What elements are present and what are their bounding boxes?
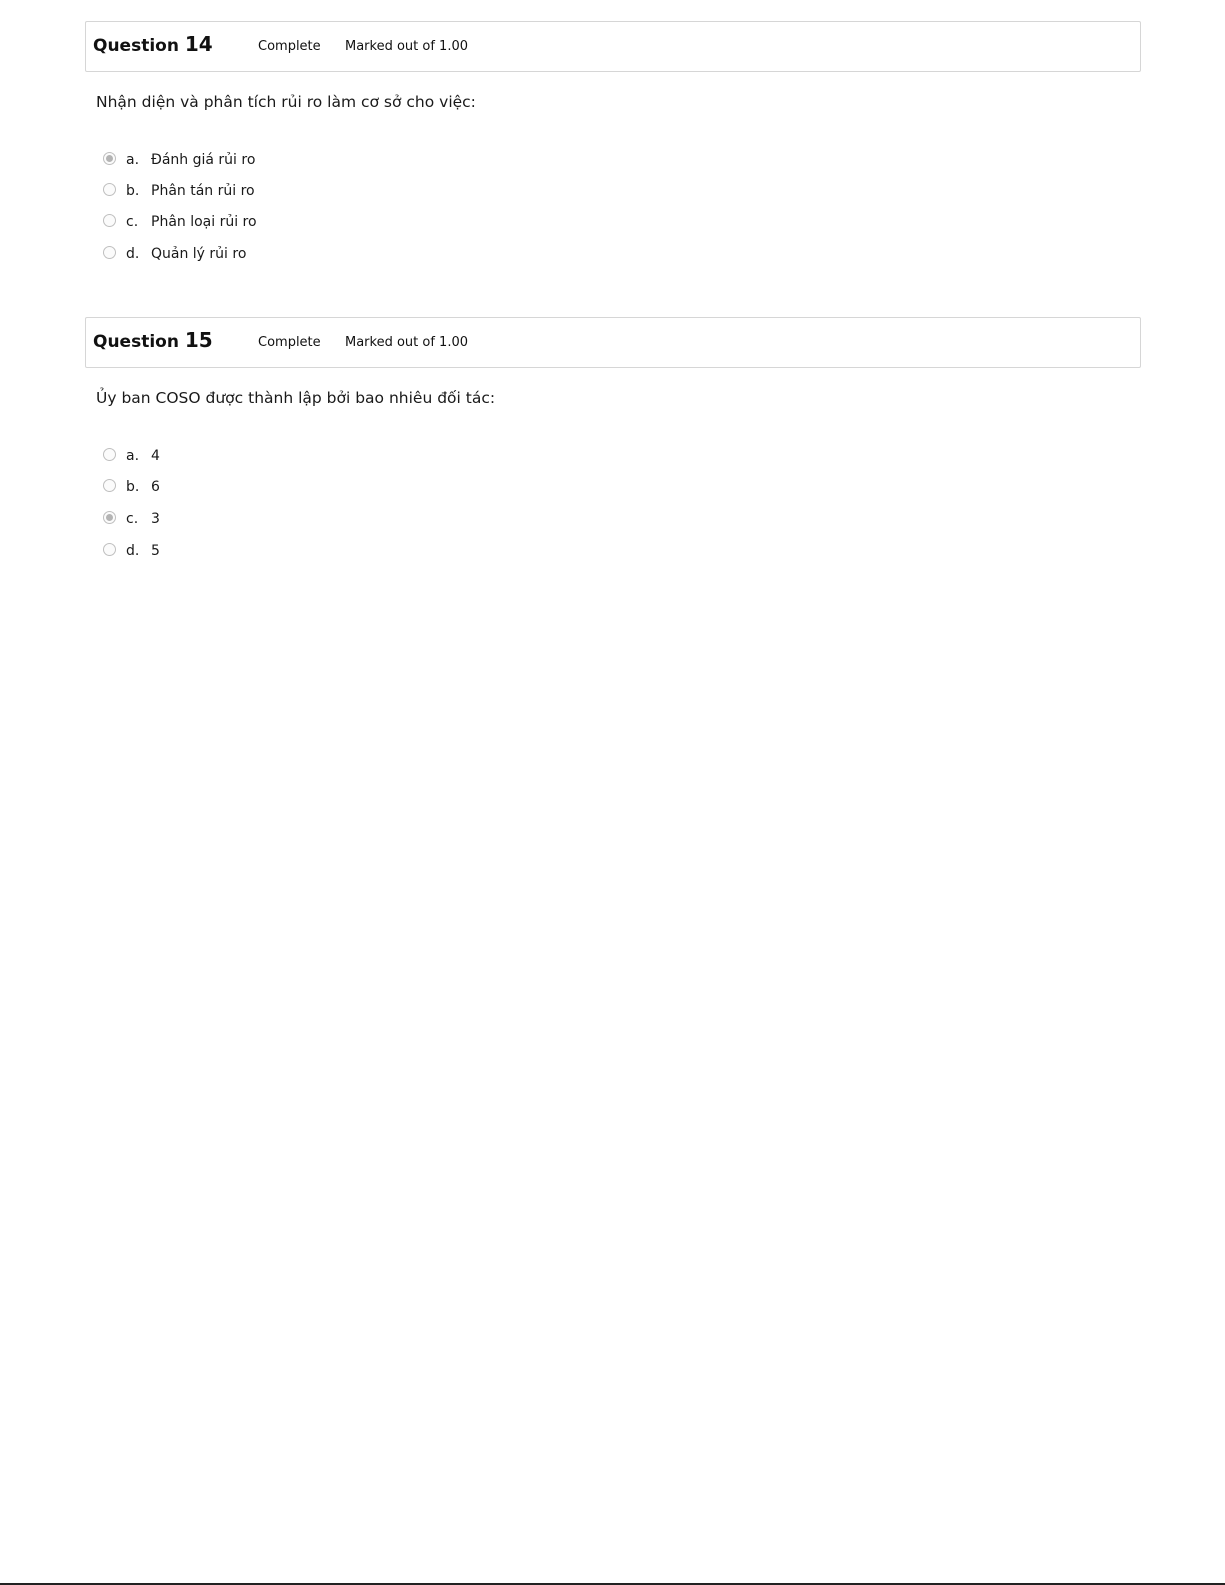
question-header	[85, 317, 1141, 368]
question-title	[93, 328, 213, 352]
answer-text: 4	[151, 448, 160, 464]
answer-letter: a.	[126, 152, 140, 168]
question-header	[85, 21, 1141, 72]
answer-text: Phân loại rủi ro	[151, 214, 257, 230]
question-number: 15	[184, 328, 213, 352]
answer-letter: d.	[126, 246, 140, 262]
question-14	[85, 21, 1141, 262]
radio-button[interactable]	[103, 511, 116, 524]
question-text: Nhận diện và phân tích rủi ro làm cơ sở cho việc:	[96, 93, 476, 111]
question-number: 14	[184, 32, 213, 56]
question-grade: Marked out of 1.00	[345, 39, 469, 54]
question-label: Question	[93, 332, 179, 352]
question-label: Question	[93, 36, 179, 56]
answer-letter: b.	[126, 183, 140, 199]
answer-letter: a.	[126, 448, 140, 464]
radio-button[interactable]	[103, 183, 116, 196]
answer-text: Phân tán rủi ro	[151, 183, 255, 199]
question-state: Complete	[258, 335, 321, 350]
question-text: Ủy ban COSO được thành lập bởi bao nhiêu đối tác:	[96, 389, 496, 407]
question-state: Complete	[258, 39, 321, 54]
radio-button[interactable]	[103, 543, 116, 556]
radio-button[interactable]	[103, 448, 116, 461]
answer-text: 6	[151, 479, 160, 495]
answer-text: Đánh giá rủi ro	[151, 152, 256, 168]
answer-letter: c.	[126, 511, 139, 527]
question-title	[93, 32, 213, 56]
question-grade: Marked out of 1.00	[345, 335, 469, 350]
answer-text: 5	[151, 543, 160, 559]
answer-letter: b.	[126, 479, 140, 495]
answer-text: Quản lý rủi ro	[151, 246, 247, 262]
radio-button[interactable]	[103, 214, 116, 227]
radio-button[interactable]	[103, 479, 116, 492]
answer-letter: d.	[126, 543, 140, 559]
radio-button[interactable]	[103, 246, 116, 259]
answer-letter: c.	[126, 214, 139, 230]
radio-button[interactable]	[103, 152, 116, 165]
question-15	[85, 317, 1141, 559]
answer-text: 3	[151, 511, 160, 527]
